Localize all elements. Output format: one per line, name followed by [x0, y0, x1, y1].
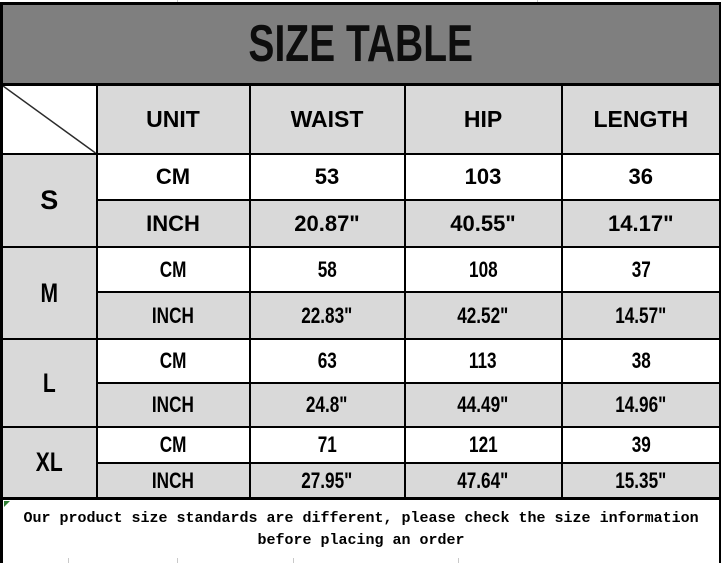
cell-text: 121 [468, 432, 498, 457]
cell-text: 44.49" [457, 392, 509, 417]
column-header-row [2, 85, 721, 155]
cell-text: 63 [317, 348, 337, 373]
table-row-l-cm [2, 339, 721, 383]
cell-text: 36 [628, 164, 654, 189]
title-row [2, 4, 721, 85]
waist-cell [250, 427, 405, 463]
table-row-m-cm [2, 247, 721, 292]
cell-text: 14.57" [615, 302, 667, 328]
col-header-label: HIP [463, 106, 503, 132]
cell-text: 40.55" [450, 210, 516, 236]
waist-cell [250, 247, 405, 292]
unit-cell [97, 383, 250, 427]
size-label-text: S [40, 185, 59, 215]
cell-text: 47.64" [457, 467, 509, 493]
hip-cell [405, 247, 562, 292]
diagonal-line-icon [3, 86, 96, 153]
col-header-hip [405, 85, 562, 155]
hip-cell [405, 463, 562, 499]
hip-cell [405, 383, 562, 427]
col-header-waist [250, 85, 405, 155]
table-title-cell [2, 4, 721, 85]
table-row-s-inch [2, 200, 721, 247]
gridline-remnant [293, 558, 294, 563]
hip-cell [405, 200, 562, 247]
cell-text: 39 [631, 432, 651, 457]
hip-cell [405, 292, 562, 339]
size-label-text: XL [35, 447, 63, 477]
cell-text: INCH [152, 392, 194, 417]
unit-cell [97, 463, 250, 499]
hip-cell [405, 154, 562, 200]
gridline-remnant [68, 558, 69, 563]
hip-cell [405, 339, 562, 383]
length-cell [562, 247, 721, 292]
unit-cell [97, 247, 250, 292]
waist-cell [250, 154, 405, 200]
length-cell [562, 463, 721, 499]
size-table [0, 2, 721, 563]
cell-text: INCH [146, 210, 200, 236]
table-row-s-cm [2, 154, 721, 200]
note-cell [2, 499, 721, 563]
waist-cell [250, 383, 405, 427]
unit-cell [97, 200, 250, 247]
cell-text: CM [155, 164, 191, 189]
cell-text: CM [159, 348, 187, 373]
cell-text: INCH [152, 467, 194, 493]
unit-cell [97, 427, 250, 463]
col-header-label: WAIST [290, 106, 364, 132]
col-header-label: UNIT [146, 106, 200, 132]
cell-text: 37 [631, 256, 651, 282]
col-header-length [562, 85, 721, 155]
table-row-xl-cm [2, 427, 721, 463]
table-row-m-inch [2, 292, 721, 339]
size-label-text: L [42, 367, 56, 398]
waist-cell [250, 200, 405, 247]
cell-text: 38 [631, 348, 651, 373]
corner-cell [2, 85, 97, 155]
size-label-l [2, 339, 97, 427]
length-cell [562, 339, 721, 383]
cell-text: 22.83" [301, 302, 353, 328]
cell-text: 14.96" [615, 392, 667, 417]
length-cell [562, 427, 721, 463]
length-cell [562, 292, 721, 339]
unit-cell [97, 339, 250, 383]
cell-text: CM [159, 432, 187, 457]
cell-text: 42.52" [457, 302, 509, 328]
cell-text: 15.35" [615, 467, 667, 493]
cell-text: 108 [468, 256, 498, 282]
table-row-l-inch [2, 383, 721, 427]
cell-text: 53 [314, 164, 340, 189]
unit-cell [97, 292, 250, 339]
length-cell [562, 383, 721, 427]
size-label-m [2, 247, 97, 339]
cell-text: 103 [464, 164, 502, 189]
size-label-s [2, 154, 97, 247]
cell-text: 113 [469, 348, 497, 373]
cell-text: 27.95" [301, 467, 353, 493]
cell-text: 14.17" [608, 210, 674, 236]
cell-text: INCH [152, 302, 194, 328]
length-cell [562, 154, 721, 200]
col-header-unit [97, 85, 250, 155]
cell-text: 24.8" [306, 392, 348, 417]
hip-cell [405, 427, 562, 463]
length-cell [562, 200, 721, 247]
gridline-remnant [458, 558, 459, 563]
gridline-remnant [177, 558, 178, 563]
cell-text: 20.87" [294, 210, 360, 236]
comment-marker-icon [4, 501, 10, 507]
waist-cell [250, 463, 405, 499]
col-header-label: LENGTH [593, 106, 689, 132]
cell-text: CM [159, 256, 187, 282]
size-note: Our product size standards are different, please check the size information before placing an order [23, 510, 699, 549]
waist-cell [250, 339, 405, 383]
size-label-text: M [40, 277, 59, 308]
table-row-xl-inch [2, 463, 721, 499]
unit-cell [97, 154, 250, 200]
cell-text: 71 [317, 432, 337, 457]
cell-text: 58 [317, 256, 337, 282]
note-row [2, 499, 721, 563]
table-title: SIZE TABLE [248, 15, 474, 73]
size-label-xl [2, 427, 97, 499]
waist-cell [250, 292, 405, 339]
